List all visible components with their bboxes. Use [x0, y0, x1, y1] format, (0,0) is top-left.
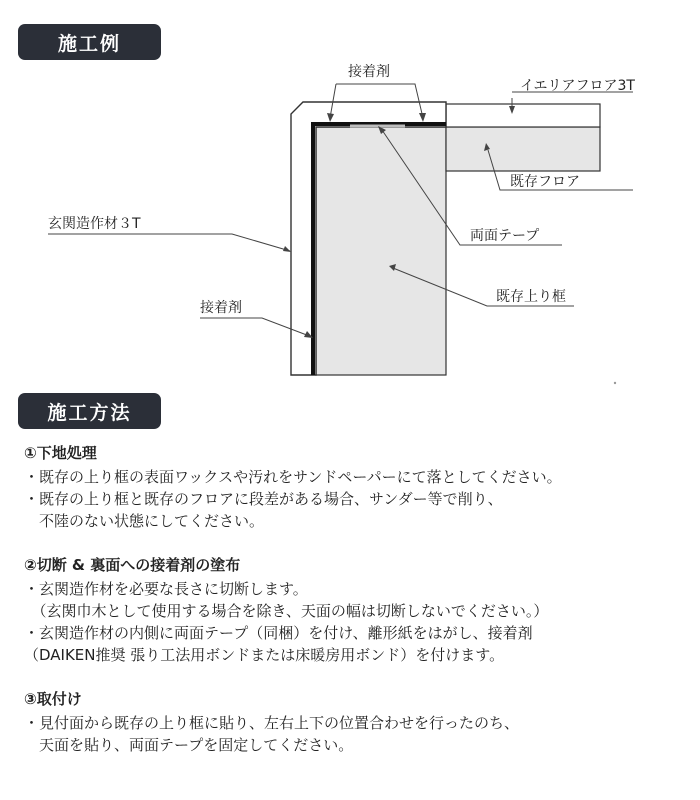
label-adhesive-top: 接着剤 — [348, 64, 390, 80]
existing-frame-block — [316, 127, 446, 375]
section-badge-example — [18, 24, 161, 60]
label-existing-floor: 既存フロア — [510, 174, 580, 190]
step-line: ・玄関造作材を必要な長さに切断します。 — [24, 580, 308, 598]
section-badge-method — [18, 393, 161, 429]
step-line: 不陸のない状態にしてください。 — [24, 512, 265, 530]
label-entrance-material: 玄関造作材３T — [48, 216, 141, 232]
label-existing-frame: 既存上り框 — [496, 289, 566, 305]
step-2 — [24, 554, 684, 666]
installation-diagram — [0, 60, 700, 390]
step-line: ・既存の上り框の表面ワックスや汚れをサンドペーパーにて落としてください。 — [24, 468, 562, 486]
step-line: （玄関巾木として使用する場合を除き、天面の幅は切断しないでください。） — [24, 602, 549, 620]
step-line: ・玄関造作材の内側に両面テープ（同梱）を付け、離形紙をはがし、接着剤 — [24, 624, 533, 642]
ieria-floor-layer — [446, 104, 600, 127]
step-line: （DAIKEN推奨 張り工法用ボンドまたは床暖房用ボンド）を付けます。 — [24, 646, 505, 664]
label-adhesive-side: 接着剤 — [200, 300, 242, 316]
section-title-method: 施工方法 — [47, 401, 132, 424]
installation-steps — [24, 442, 684, 778]
label-ieria-floor: イエリアフロア3T — [520, 78, 635, 94]
step-1 — [24, 442, 684, 532]
section-title-example: 施工例 — [57, 32, 121, 55]
step-title: ③取付け — [24, 690, 82, 708]
existing-floor-block — [446, 127, 600, 171]
step-title: ①下地処理 — [24, 444, 97, 462]
step-title: ②切断 & 裏面への接着剤の塗布 — [24, 556, 241, 574]
step-3 — [24, 688, 684, 756]
step-line: ・既存の上り框と既存のフロアに段差がある場合、サンダー等で削り、 — [24, 490, 503, 508]
step-line: ・見付面から既存の上り框に貼り、左右上下の位置合わせを行ったのち、 — [24, 714, 520, 732]
step-line: 天面を貼り、両面テープを固定してください。 — [24, 736, 354, 754]
label-double-sided-tape: 両面テープ — [470, 228, 540, 244]
